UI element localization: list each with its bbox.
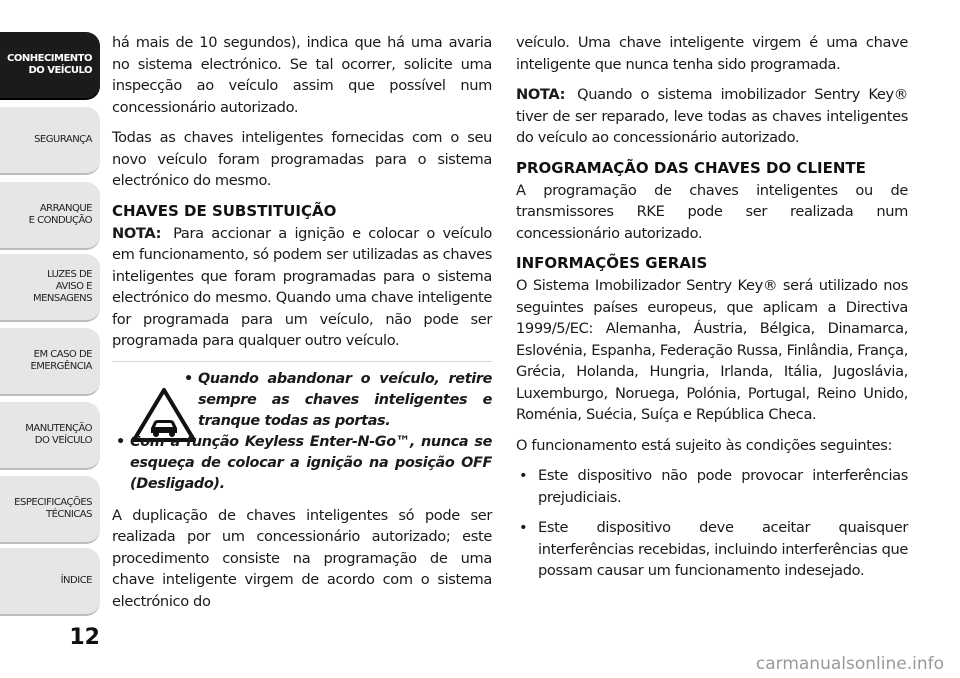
paragraph: Todas as chaves inteligentes fornecidas com o seu novo veículo foram programadas para o sistema electrónico do mesmo.	[112, 129, 492, 189]
tab-seguranca[interactable]: SEGURANÇA	[0, 107, 100, 175]
paragraph: O funcionamento está sujeito às condições seguintes:	[516, 436, 893, 454]
tab-luzes-de-aviso[interactable]: LUZES DE AVISO E MENSAGENS	[0, 254, 100, 322]
paragraph: A programação de chaves inteligentes ou de transmissores RKE pode ser realizada num concessionário autorizado.	[516, 181, 908, 242]
section-tabs-sidebar	[0, 0, 100, 678]
list-item	[516, 517, 908, 582]
paragraph: O Sistema Imobilizador Sentry Key® será utilizado nos seguintes países europeus, que aplicam a Directiva 1999/5/EC: Alemanha, Áustria, Bélgica, Dinamarca, Eslovénia, Espanha, Federação Russa, Finlândia, França, Grécia, Holanda, Hungria, Irlanda, Itália, Jugoslávia, Luxemburgo, Noruega, Polónia, Portugal, Reino Unido, Roménia, Suécia, Suíça e República Checa.	[516, 277, 908, 423]
tab-especificacoes-tecnicas[interactable]: ESPECIFICAÇÕES TÉCNICAS	[0, 476, 100, 544]
note-label: NOTA:	[112, 224, 162, 242]
paragraph: veículo. Uma chave inteligente virgem é uma chave inteligente que nunca tenha sido programada.	[516, 34, 908, 73]
section-heading: INFORMAÇÕES GERAIS	[516, 254, 708, 272]
tab-arranque-e-conducao[interactable]: ARRANQUE E CONDUÇÃO	[0, 182, 100, 250]
list-item-text: Este dispositivo não pode provocar interferências prejudiciais.	[538, 467, 908, 506]
tab-conhecimento-do-veiculo[interactable]: CONHECIMENTO DO VEÍCULO	[0, 32, 100, 100]
tab-manutencao-do-veiculo[interactable]: MANUTENÇÃO DO VEÍCULO	[0, 402, 100, 470]
warning-item	[116, 432, 492, 495]
warning-item	[184, 369, 492, 432]
right-column	[516, 32, 908, 591]
bullet: •	[519, 519, 528, 536]
tab-em-caso-de-emergencia[interactable]: EM CASO DE EMERGÊNCIA	[0, 328, 100, 396]
warning-text: Com a função Keyless Enter-N-Go™, nunca se esqueça de colocar a ignição na posição OFF (Desligado).	[130, 433, 492, 492]
bullet: •	[184, 370, 193, 387]
note-paragraph	[112, 223, 492, 352]
list-item-text: Este dispositivo deve aceitar quaisquer interferências recebidas, incluindo interferências que possam causar um funcionamento indesejado.	[538, 519, 909, 579]
note-text: Quando o sistema imobilizador Sentry Key® tiver de ser reparado, leve todas as chaves inteligentes do veículo ao concessionário autorizado.	[516, 86, 908, 146]
list-item	[516, 465, 908, 508]
section-heading: CHAVES DE SUBSTITUIÇÃO	[112, 201, 337, 220]
warning-box	[112, 361, 492, 495]
warning-text: Quando abandonar o veículo, retire sempre as chaves inteligentes e tranque todas as portas.	[198, 370, 492, 429]
bullet-list	[516, 465, 908, 582]
watermark: carmanualsonline.info	[755, 654, 944, 674]
note-paragraph	[516, 84, 908, 149]
page-number: 12	[69, 625, 100, 650]
note-text: Para accionar a ignição e colocar o veículo em funcionamento, só podem ser utilizadas as chaves inteligentes que foram programadas para o sistema electrónico do mesmo. Quando uma chave inteligente for programada para um veículo, não pode ser programada para qualquer outro veículo.	[112, 224, 492, 349]
divider	[112, 361, 492, 362]
paragraph: A duplicação de chaves inteligentes só pode ser realizada por um concessionário autorizado; este procedimento consiste na programação de uma chave inteligente virgem de acordo com o sistema electrónico do	[112, 506, 492, 610]
paragraph: há mais de 10 segundos), indica que há uma avaria no sistema electrónico. Se tal ocorrer, solicite uma inspecção ao veículo assim que possível num concessionário autorizado.	[112, 34, 492, 116]
note-label: NOTA:	[516, 86, 566, 103]
tab-indice[interactable]: ÍNDICE	[0, 548, 100, 616]
section-heading: PROGRAMAÇÃO DAS CHAVES DO CLIENTE	[516, 158, 866, 177]
bullet: •	[116, 433, 125, 450]
left-column	[112, 32, 492, 621]
bullet: •	[519, 467, 528, 484]
